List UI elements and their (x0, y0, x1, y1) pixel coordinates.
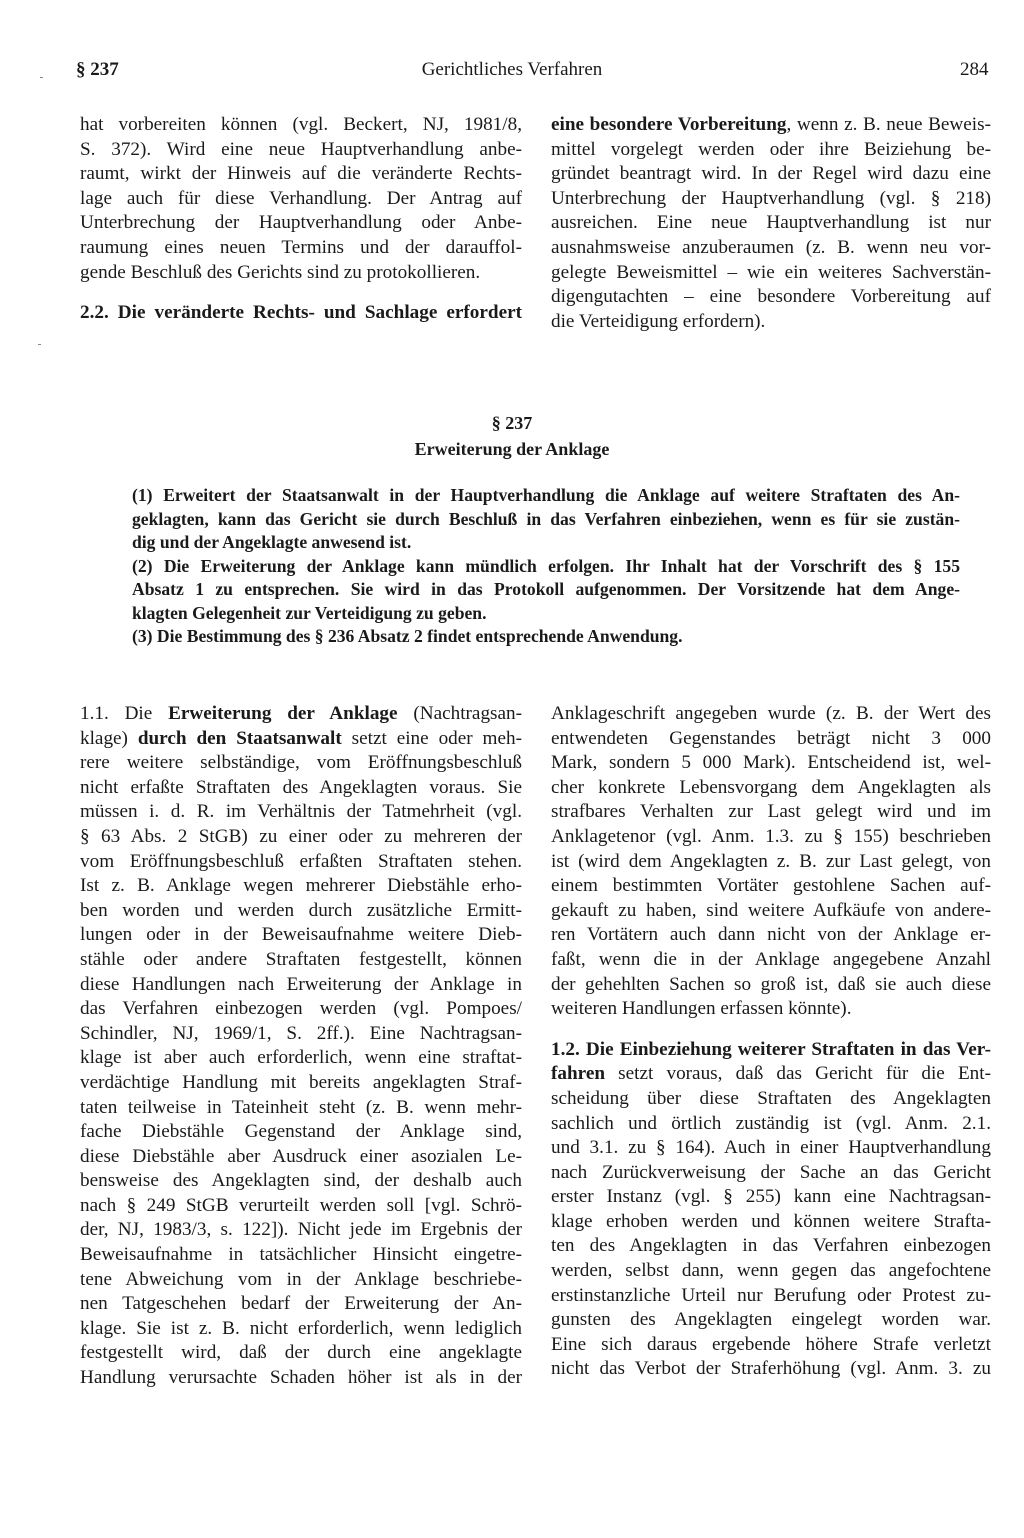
text-line: gunsten des Angeklagten eingelegt worden war. (551, 1309, 991, 1331)
text-line: erster Instanz (vgl. § 255) kann eine Nachtragsan- (551, 1186, 991, 1208)
text-line: vom Eröffnungsbeschluß erfaßten Straftaten stehen. (80, 850, 522, 872)
text-run: , wenn z. B. neue Beweis- (786, 114, 991, 135)
bold-term: fahren (551, 1063, 606, 1085)
text-line: einem bestimmten Vortäter gestohlene Sachen auf- (551, 875, 991, 897)
bold-term: Die Einbeziehung weiterer Straftaten in das Ver- (585, 1038, 991, 1060)
text-line: Schindler, NJ, 1969/1, S. 2ff.). Eine Nachtragsan- (80, 1022, 522, 1044)
top-right-column (551, 113, 991, 334)
text-line: gründet beantragt wird. In der Regel wird dazu eine (551, 163, 991, 185)
text-line: nach Zurückverweisung der Sache an das Gericht (551, 1161, 991, 1183)
text-line: strafbares Verhalten zur Last gelegt wird und im (551, 801, 991, 823)
text-line (551, 1062, 991, 1087)
text-line: diese Diebstähle aber Ausdruck einer asozialen Le- (80, 1145, 522, 1167)
subsection-number: 1.2. (551, 1038, 586, 1060)
text-line: klage. Sie ist z. B. nicht erforderlich, wenn lediglich (80, 1317, 522, 1339)
text-line: ausnahmsweise anzuberaumen (z. B. wenn neu vor- (551, 236, 991, 258)
top-left-column (80, 113, 522, 326)
text-line: klage erhoben werden und können weitere Strafta- (551, 1210, 991, 1232)
running-header-title: Gerichtliches Verfahren (421, 59, 603, 80)
statute-paragraph-number: § 237 (491, 413, 533, 433)
text-line: gekauft zu haben, sind weitere Aufkäufe von andere- (551, 899, 991, 921)
statute-line: (1) Erweitert der Staatsanwalt in der Hauptverhandlung die Anklage auf weitere Straftaten des An- (132, 485, 960, 505)
text-line (551, 1038, 991, 1063)
bottom-right-column (551, 702, 991, 1382)
text-line: die Verteidigung erfordern). (551, 310, 766, 332)
bold-lead: eine besondere Vorbereitung (551, 114, 787, 135)
text-run: klage) (80, 727, 138, 749)
text-line: und 3.1. zu § 164). Auch in einer Hauptverhandlung (551, 1137, 991, 1159)
text-line: nen Tatgeschehen bedarf der Erweiterung der An- (80, 1293, 522, 1315)
text-line: erstinstanzliche Urteil nur Berufung oder Protest zu- (551, 1284, 991, 1306)
text-line: Anklagetenor (vgl. Anm. 1.3. zu § 155) beschrieben (551, 825, 991, 847)
text-run: (Nachtragsan- (397, 703, 522, 724)
text-line: S. 372). Wird eine neue Hauptverhandlung anbe- (80, 138, 522, 160)
text-run: setzt eine oder meh- (341, 727, 522, 749)
text-line: stähle oder andere Straftaten festgestellt, können (80, 948, 522, 970)
text-line: fache Diebstähle Gegenstand der Anklage sind, (80, 1121, 522, 1143)
statute-title: Erweiterung der Anklage (414, 439, 610, 459)
statute-line: (3) Die Bestimmung des § 236 Absatz 2 findet entsprechende Anwendung. (132, 626, 683, 646)
running-header-section: § 237 (76, 59, 119, 80)
text-line: sachlich und örtlich zuständig ist (vgl. Anm. 2.1. (551, 1112, 991, 1134)
text-line (80, 727, 522, 752)
text-line: werden, selbst dann, wenn gegen das angefochtene (551, 1260, 991, 1282)
text-line (551, 113, 991, 138)
text-line: der gehehlten Sachen so groß ist, daß sie auch diese (551, 973, 991, 995)
text-line: ren Vortätern auch dann nicht von der Anklage er- (551, 924, 991, 946)
text-line: mittel vorgelegt werden oder ihre Beiziehung be- (551, 138, 991, 160)
text-line: lungen oder in der Beweisaufnahme weitere Dieb- (80, 924, 522, 946)
text-line: ten des Angeklagten in das Verfahren einbezogen (551, 1235, 991, 1257)
text-line: ist (wird dem Angeklagten z. B. zur Last gelegt, von (551, 850, 991, 872)
text-line: gelegte Beweismittel – wie ein weiteres Sachverstän- (551, 261, 991, 283)
text-line: Unterbrechung der Hauptverhandlung (vgl. § 218) (551, 187, 991, 209)
text-line: nicht das Verbot der Straferhöhung (vgl. Anm. 3. zu (551, 1358, 991, 1380)
text-line: scheidung über diese Straftaten des Angeklagten (551, 1087, 991, 1109)
scan-speck (38, 344, 41, 345)
text-line: hat vorbereiten können (vgl. Beckert, NJ, 1981/8, (80, 114, 522, 135)
text-line: tene Abweichung vom in der Anklage beschriebe- (80, 1268, 522, 1290)
text-line: Anklageschrift angegeben wurde (z. B. der Wert des (551, 703, 991, 724)
text-line: klage ist aber auch erforderlich, wenn eine straftat- (80, 1047, 522, 1069)
text-line: diese Handlungen nach Erweiterung der Anklage in (80, 973, 522, 995)
statute-line: Absatz 1 zu entsprechen. Sie wird in das Protokoll aufgenommen. Der Vorsitzende hat dem Ange- (132, 579, 960, 599)
text-line: bensweise des Angeklagten sind, der deshalb auch (80, 1170, 522, 1192)
text-line: taten teilweise in Tateinheit steht (z. B. wenn mehr- (80, 1096, 522, 1118)
text-line: rere weitere selbständige, vom Eröffnungsbeschluß (80, 752, 522, 774)
text-line: das Verfahren einbezogen werden (vgl. Pompoes/ (80, 998, 522, 1020)
statute-line: geklagten, kann das Gericht sie durch Beschluß in das Verfahren einbeziehen, wenn es für sie zustän- (132, 508, 960, 529)
bold-term: durch den Staatsanwalt (137, 727, 342, 749)
text-line: cher konkrete Lebensvorgang dem Angeklagten als (551, 776, 991, 798)
text-line: lage auch für diese Verhandlung. Der Antrag auf (80, 187, 522, 209)
text-line: raumung eines neuen Termins und der darauffol- (80, 236, 522, 258)
text-line: ausreichen. Eine neue Hauptverhandlung ist nur (551, 212, 991, 234)
text-line: raumt, wirkt der Hinweis auf die veränderte Rechts- (80, 163, 522, 185)
text-line: Unterbrechung der Hauptverhandlung oder Anbe- (80, 212, 522, 234)
text-line: müssen i. d. R. im Verhältnis der Tatmehrheit (vgl. (80, 801, 522, 823)
statute-line: klagten Gelegenheit zur Verteidigung zu geben. (132, 602, 487, 623)
scan-speck (40, 77, 43, 78)
text-line: ben worden und werden durch zusätzliche Ermitt- (80, 899, 522, 921)
statute-line: dig und der Angeklagte anwesend ist. (132, 532, 412, 552)
text-line: weiteren Handlungen erfassen könnte). (551, 998, 852, 1020)
text-line: nicht erfaßte Straftaten des Angeklagten voraus. Sie (80, 776, 522, 798)
statute-text (132, 484, 960, 649)
text-line: verdächtige Handlung mit bereits angeklagten Straf- (80, 1071, 522, 1093)
text-line: Handlung verursachte Schaden höher ist als in der (80, 1367, 522, 1389)
text-line: Ist z. B. Anklage wegen mehrerer Diebstähle erho- (80, 875, 522, 897)
text-line: digengutachten – eine besondere Vorbereitung auf (551, 286, 991, 308)
text-line: Beweisaufnahme in tatsächlicher Hinsicht eingetre- (80, 1244, 522, 1266)
statute-line: (2) Die Erweiterung der Anklage kann mündlich erfolgen. Ihr Inhalt hat der Vorschrift des § 155 (132, 555, 960, 576)
page-number: 284 (960, 59, 989, 80)
text-line: faßt, wenn die in der Anklage angegebene Anzahl (551, 948, 991, 970)
text-run: 1.1. Die (80, 703, 169, 724)
text-run: setzt voraus, daß das Gericht für die Ent- (605, 1063, 991, 1085)
bold-term: Erweiterung der Anklage (168, 703, 398, 724)
text-line: nach § 249 StGB verurteilt werden soll [vgl. Schrö- (80, 1194, 522, 1216)
text-line: Eine sich daraus ergebende höhere Strafe verletzt (551, 1333, 991, 1355)
text-line: der, NJ, 1983/3, s. 122]). Nicht jede im Ergebnis der (80, 1219, 522, 1241)
text-line: festgestellt wird, daß der durch eine angeklagte (80, 1342, 522, 1364)
text-line: entwendeten Gegenstandes beträgt nicht 3 000 (551, 727, 991, 749)
text-line: § 63 Abs. 2 StGB) zu einer oder zu mehreren der (80, 825, 522, 847)
text-line: Mark, sondern 5 000 Mark). Entscheidend ist, wel- (551, 752, 991, 774)
bottom-left-column (80, 702, 522, 1391)
subsection-heading-2-2: 2.2. Die veränderte Rechts- und Sachlage erfordert (80, 302, 522, 324)
text-line: gende Beschluß des Gerichts sind zu protokollieren. (80, 261, 481, 283)
text-line (80, 702, 522, 727)
